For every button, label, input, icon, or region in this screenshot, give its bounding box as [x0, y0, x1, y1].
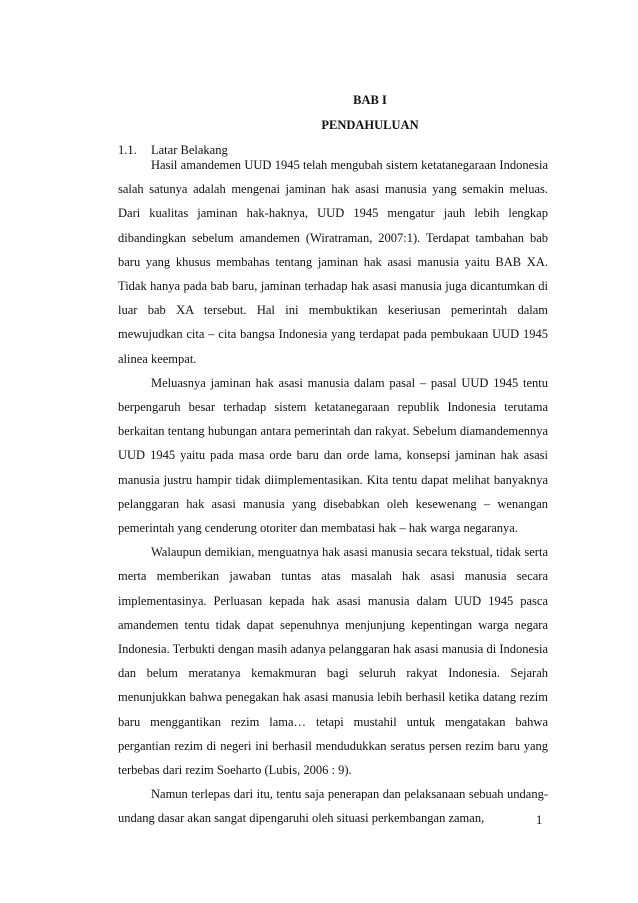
- page-number: 1: [536, 813, 543, 827]
- paragraph: Meluasnya jaminan hak asasi manusia dalam pasal – pasal UUD 1945 tentu berpengaruh besar terhadap sistem ketatanegaraan republik Indonesia terutama berkaitan tentang hubungan antara pemerintah dan rakyat. Sebelum diamandemennya UUD 1945 yaitu pada masa orde baru dan orde lama, konsepsi jaminan hak asasi manusia justru hampir tidak diimplementasikan. Kita tentu dapat melihat banyaknya pelanggaran hak asasi manusia yang disebabkan oleh kesewenang – wenangan pemerintah yang cenderung otoriter dan membatasi hak – hak warga negaranya.: [118, 375, 548, 536]
- section-title: Latar Belakang: [151, 143, 228, 157]
- paragraph: Namun terlepas dari itu, tentu saja penerapan dan pelaksanaan sebuah undang-undang dasar akan sangat dipengaruhi oleh situasi perkembangan zaman,: [118, 787, 548, 826]
- chapter-title: PENDAHULUAN: [321, 118, 419, 132]
- paragraph: Walaupun demikian, menguatnya hak asasi manusia secara tekstual, tidak serta merta memberikan jawaban tuntas atas masalah hak asasi manusia secara implementasinya. Perluasan kepada hak asasi manusia dalam UUD 1945 pasca amandemen tentu tidak dapat sepenuhnya menjunjung kepentingan warga negara Indonesia. Terbukti dengan masih adanya pelanggaran hak asasi manusia di Indonesia dan belum meratanya kemakmuran bagi seluruh rakyat Indonesia. Sejarah menunjukkan bahwa penegakan hak asasi manusia lebih berhasil ketika datang rezim baru menggantikan rezim lama… tetapi mustahil untuk mengatakan bahwa pergantian rezim di negeri ini berhasil mendudukkan seratus persen rezim baru yang terbebas dari rezim Soeharto (Lubis, 2006 : 9).: [118, 545, 548, 778]
- chapter-number: BAB I: [353, 93, 387, 107]
- section-number: 1.1.: [118, 143, 137, 157]
- paragraph: Hasil amandemen UUD 1945 telah mengubah sistem ketatanegaraan Indonesia salah satunya adalah mengenai jaminan hak asasi manusia yang semakin meluas. Dari kualitas jaminan hak-haknya, UUD 1945 mengatur jauh lebih lengkap dibandingkan sebelum amandemen (Wiratraman, 2007:1). Terdapat tambahan bab baru yang khusus membahas tentang jaminan hak asasi manusia yaitu BAB XA. Tidak hanya pada bab baru, jaminan terhadap hak asasi manusia juga dicantumkan di luar bab XA tersebut. Hal ini membuktikan keseriusan pemerintah dalam mewujudkan cita – cita bangsa Indonesia yang terdapat pada pembukaan UUD 1945 alinea keempat.: [118, 158, 548, 366]
- body-text: [118, 153, 548, 831]
